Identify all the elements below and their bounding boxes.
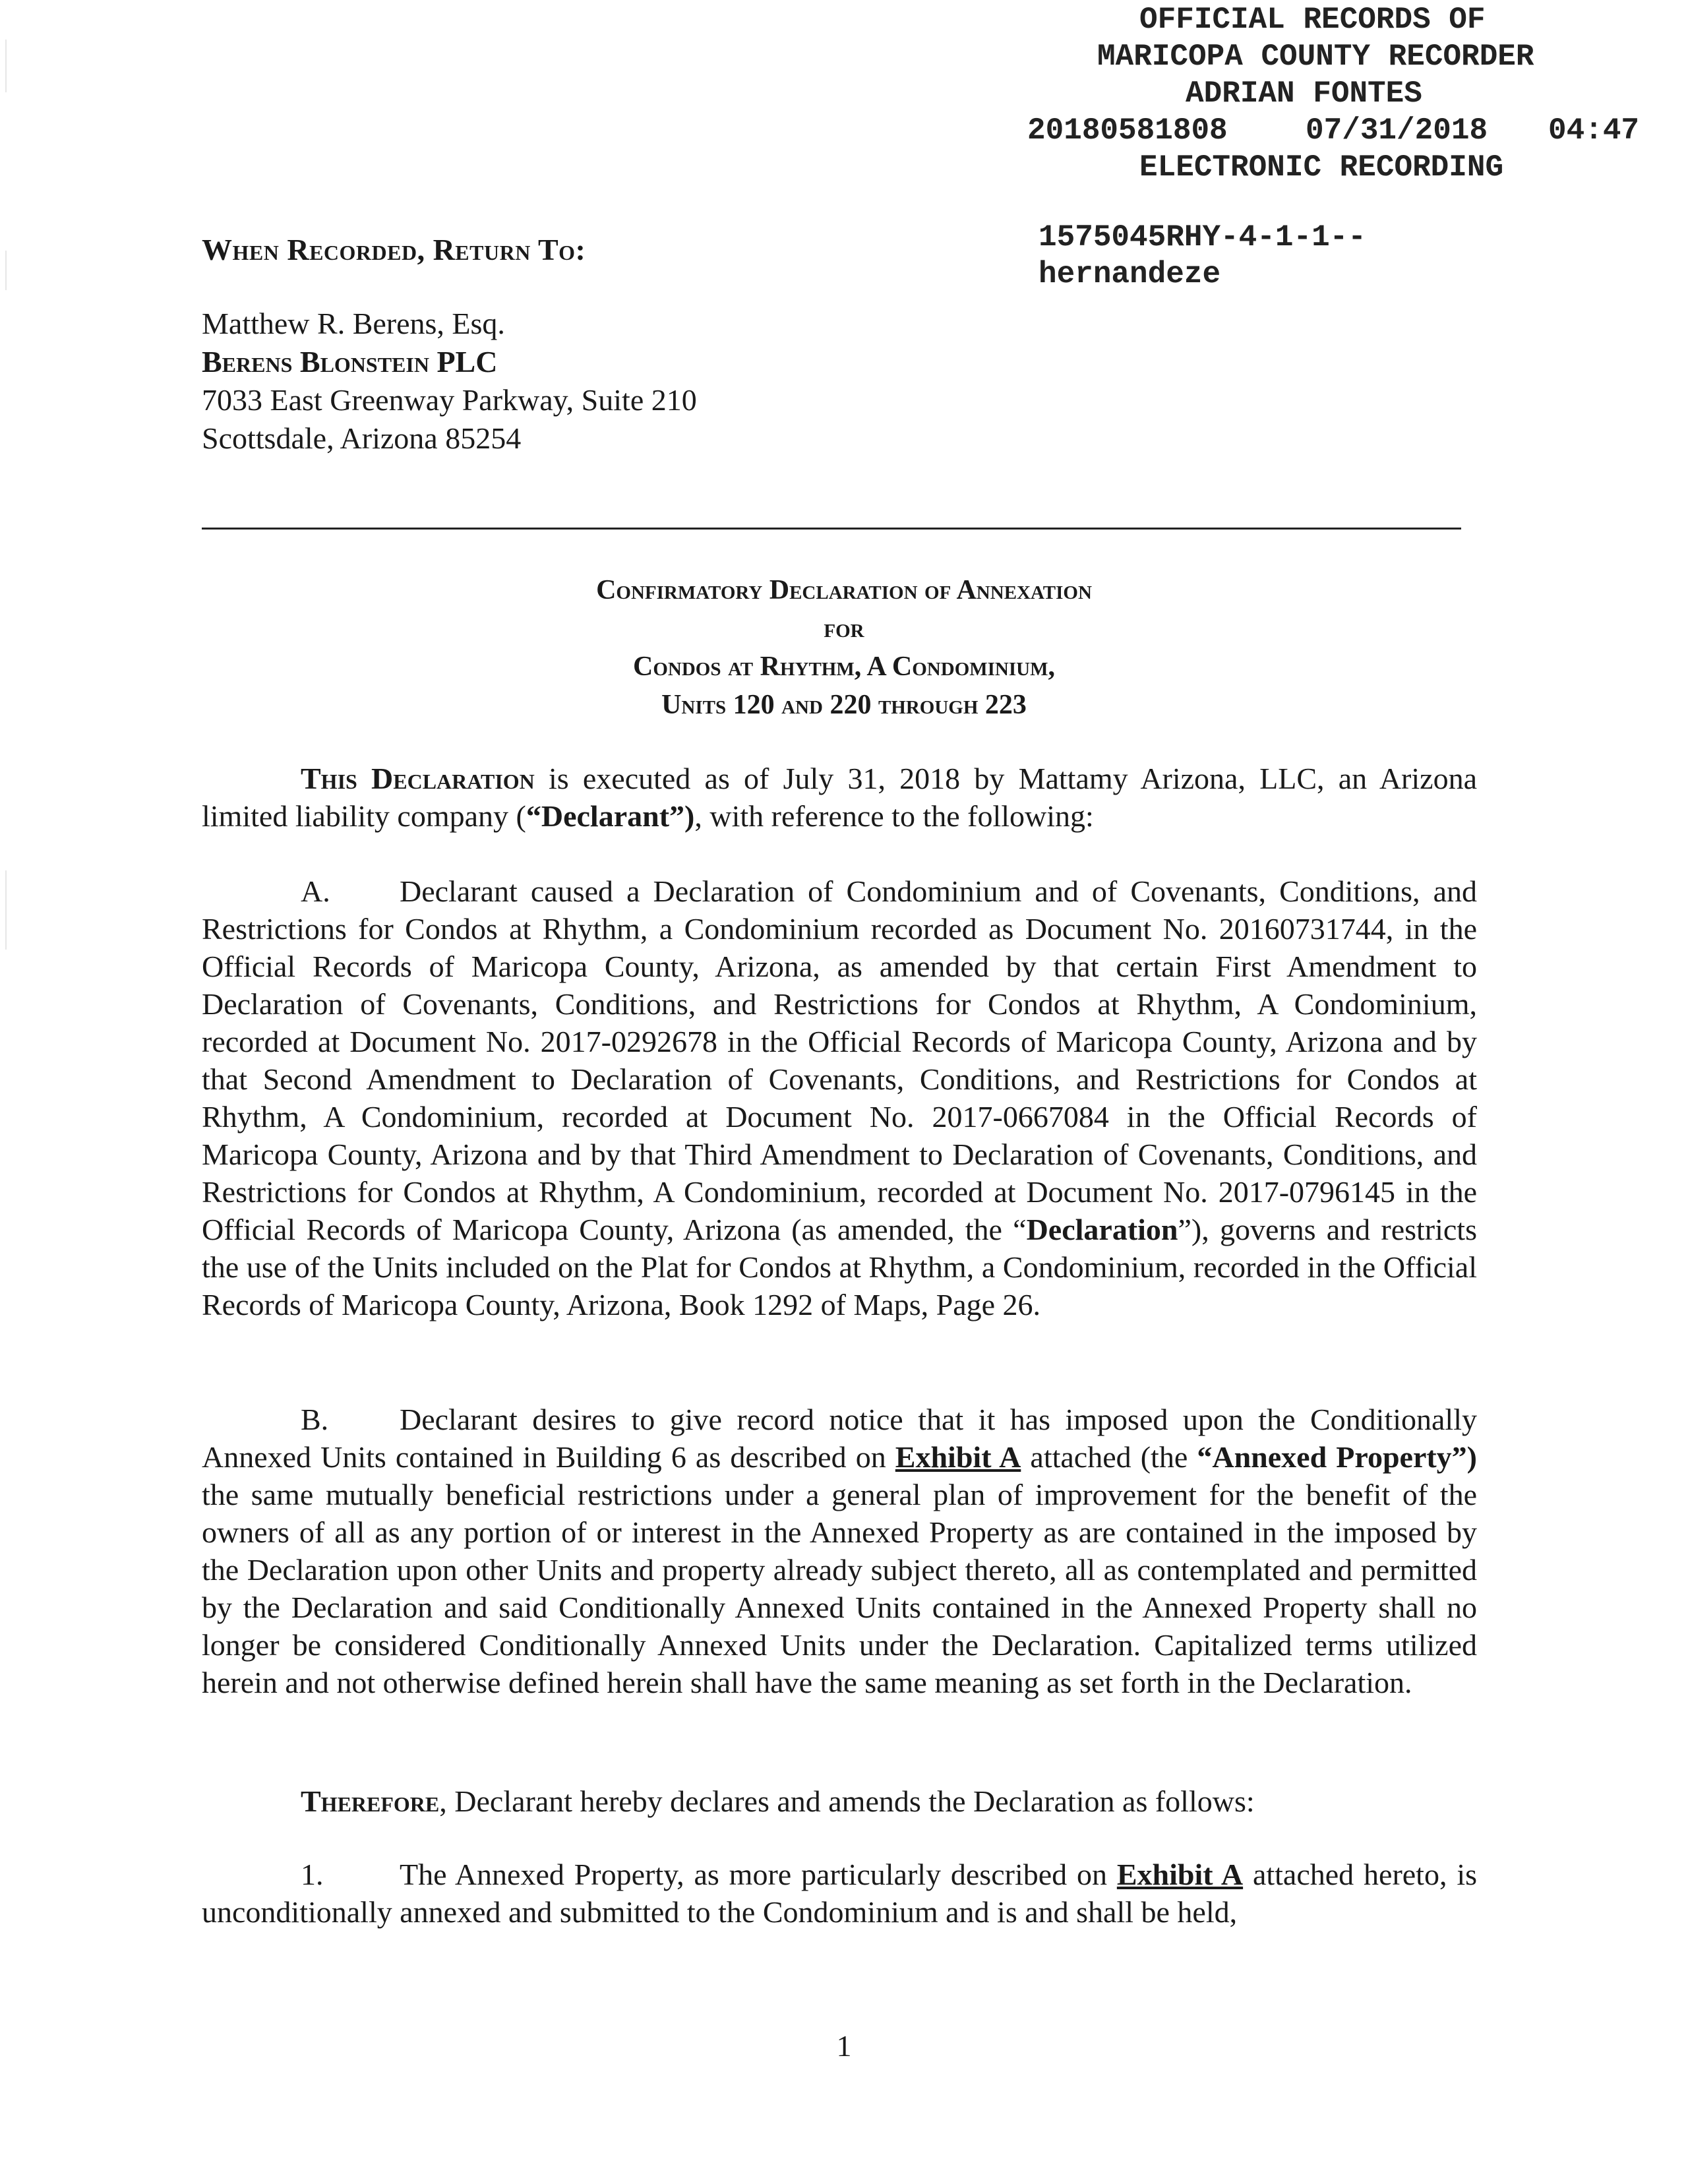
stamp-record-number: 20180581808	[1027, 113, 1228, 148]
recital-b-text-2: attached (the	[1021, 1440, 1197, 1474]
therefore-lead: Therefore	[301, 1784, 440, 1818]
return-to-city: Scottsdale, Arizona 85254	[202, 421, 522, 455]
therefore-paragraph	[202, 1782, 1477, 1820]
section-1-text-1: The Annexed Property, as more particularly described on	[400, 1858, 1117, 1891]
recital-b-label: B.	[301, 1403, 329, 1436]
title-line-1: Confirmatory Declaration of Annexation	[596, 575, 1092, 605]
scan-artifact	[5, 251, 7, 290]
title-line-4: Units 120 and 220 through 223	[661, 690, 1027, 720]
recital-a-label: A.	[301, 874, 330, 908]
recorder-code-id: 1575045RHY-4-1-1--	[1039, 220, 1366, 255]
section-1-label: 1.	[301, 1858, 324, 1891]
intro-lead: This Declaration	[301, 762, 535, 795]
recital-b	[202, 1401, 1477, 1701]
recorder-code	[1039, 219, 1366, 293]
scan-artifact	[5, 40, 7, 92]
intro-declarant: “Declarant”)	[526, 799, 695, 833]
scan-artifact	[5, 870, 7, 950]
stamp-line-5: ELECTRONIC RECORDING	[1139, 150, 1504, 185]
recital-a-text-1: Declarant caused a Declaration of Condominium and of Covenants, Conditions, and Restrictions for Condos at Rhythm, a Condominium recorded as Document No. 20160731744, in the Official Records of Maricopa County, Arizona, as amended by that certain First Amendment to Declaration of Covenants, Conditions, and Restrictions for Condos at Rhythm, A Condominium, recorded at Document No. 2017-0292678 in the Official Records of Maricopa County, Arizona and by that Second Amendment to Declaration of Covenants, Conditions, and Restrictions for Condos at Rhythm, A Condominium, recorded at Document No. 2017-0667084 in the Official Records of Maricopa County, Arizona and by that Third Amendment to Declaration of Covenants, Conditions, and Restrictions for Condos at Rhythm, A Condominium, recorded at Document No. 2017-0796145 in the Official Records of Maricopa County, Arizona (as amended, the “	[202, 874, 1477, 1246]
recital-a	[202, 872, 1477, 1323]
stamp-line-3: ADRIAN FONTES	[1186, 76, 1422, 111]
recital-a-text-2: ”), governs and restricts the use of the Units included on the Plat for Condos at Rhythm, a Condominium, recorded in the Official Records of Maricopa County, Arizona, Book 1292 of Maps, Page 26.	[202, 1213, 1477, 1321]
stamp-record-date: 07/31/2018	[1306, 113, 1488, 148]
intro-text-1: is executed as of July 31, 2018 by Mattamy Arizona, LLC, an Arizona limited liability company (	[202, 762, 1477, 833]
recorder-clerk: hernandeze	[1039, 257, 1221, 291]
page-number: 1	[836, 2029, 852, 2063]
return-to-label: When Recorded, Return To:	[202, 233, 586, 266]
title-line-2: for	[824, 613, 864, 644]
stamp-line-2: MARICOPA COUNTY RECORDER	[1097, 40, 1534, 74]
intro-text-2: , with reference to the following:	[694, 799, 1094, 833]
section-1-exhibit-link: Exhibit A	[1116, 1858, 1244, 1891]
recital-b-text-3: the same mutually beneficial restrictions under a general plan of improvement for the benefit of the owners of all as any portion of or interest in the Annexed Property as are contained in the imposed by the Declaration upon other Units and property already subject thereto, all as contemplated and permitted by the Declaration and said Conditionally Annexed Units contained in the Annexed Property shall no longer be considered Conditionally Annexed Units under the Declaration. Capitalized terms utilized herein and not otherwise defined herein shall have the same meaning as set forth in the Declaration.	[202, 1478, 1477, 1699]
return-to-firm: Berens Blonstein PLC	[202, 345, 498, 379]
intro-paragraph	[202, 760, 1477, 835]
therefore-text: , Declarant hereby declares and amends the Declaration as follows:	[439, 1784, 1255, 1818]
recital-a-declaration: Declaration	[1026, 1213, 1178, 1246]
recital-b-text-1: Declarant desires to give record notice that it has imposed upon the Conditionally Annexed Units contained in Building 6 as described on	[202, 1403, 1477, 1474]
return-to-address	[202, 305, 697, 458]
stamp-line-1: OFFICIAL RECORDS OF	[1139, 3, 1486, 37]
section-1-text-2: attached hereto, is unconditionally annexed and submitted to the Condominium and is and shall be held,	[202, 1858, 1477, 1929]
return-to-name: Matthew R. Berens, Esq.	[202, 307, 505, 340]
section-1	[202, 1856, 1477, 1931]
return-to-street: 7033 East Greenway Parkway, Suite 210	[202, 383, 697, 417]
recital-b-annexed-property: “Annexed Property”)	[1197, 1440, 1477, 1474]
title-line-3: Condos at Rhythm, A Condominium,	[633, 652, 1055, 682]
stamp-record-time: 04:47	[1548, 113, 1640, 148]
horizontal-rule	[202, 528, 1461, 530]
document-title	[0, 571, 1688, 724]
recital-b-exhibit-link: Exhibit A	[895, 1440, 1021, 1474]
